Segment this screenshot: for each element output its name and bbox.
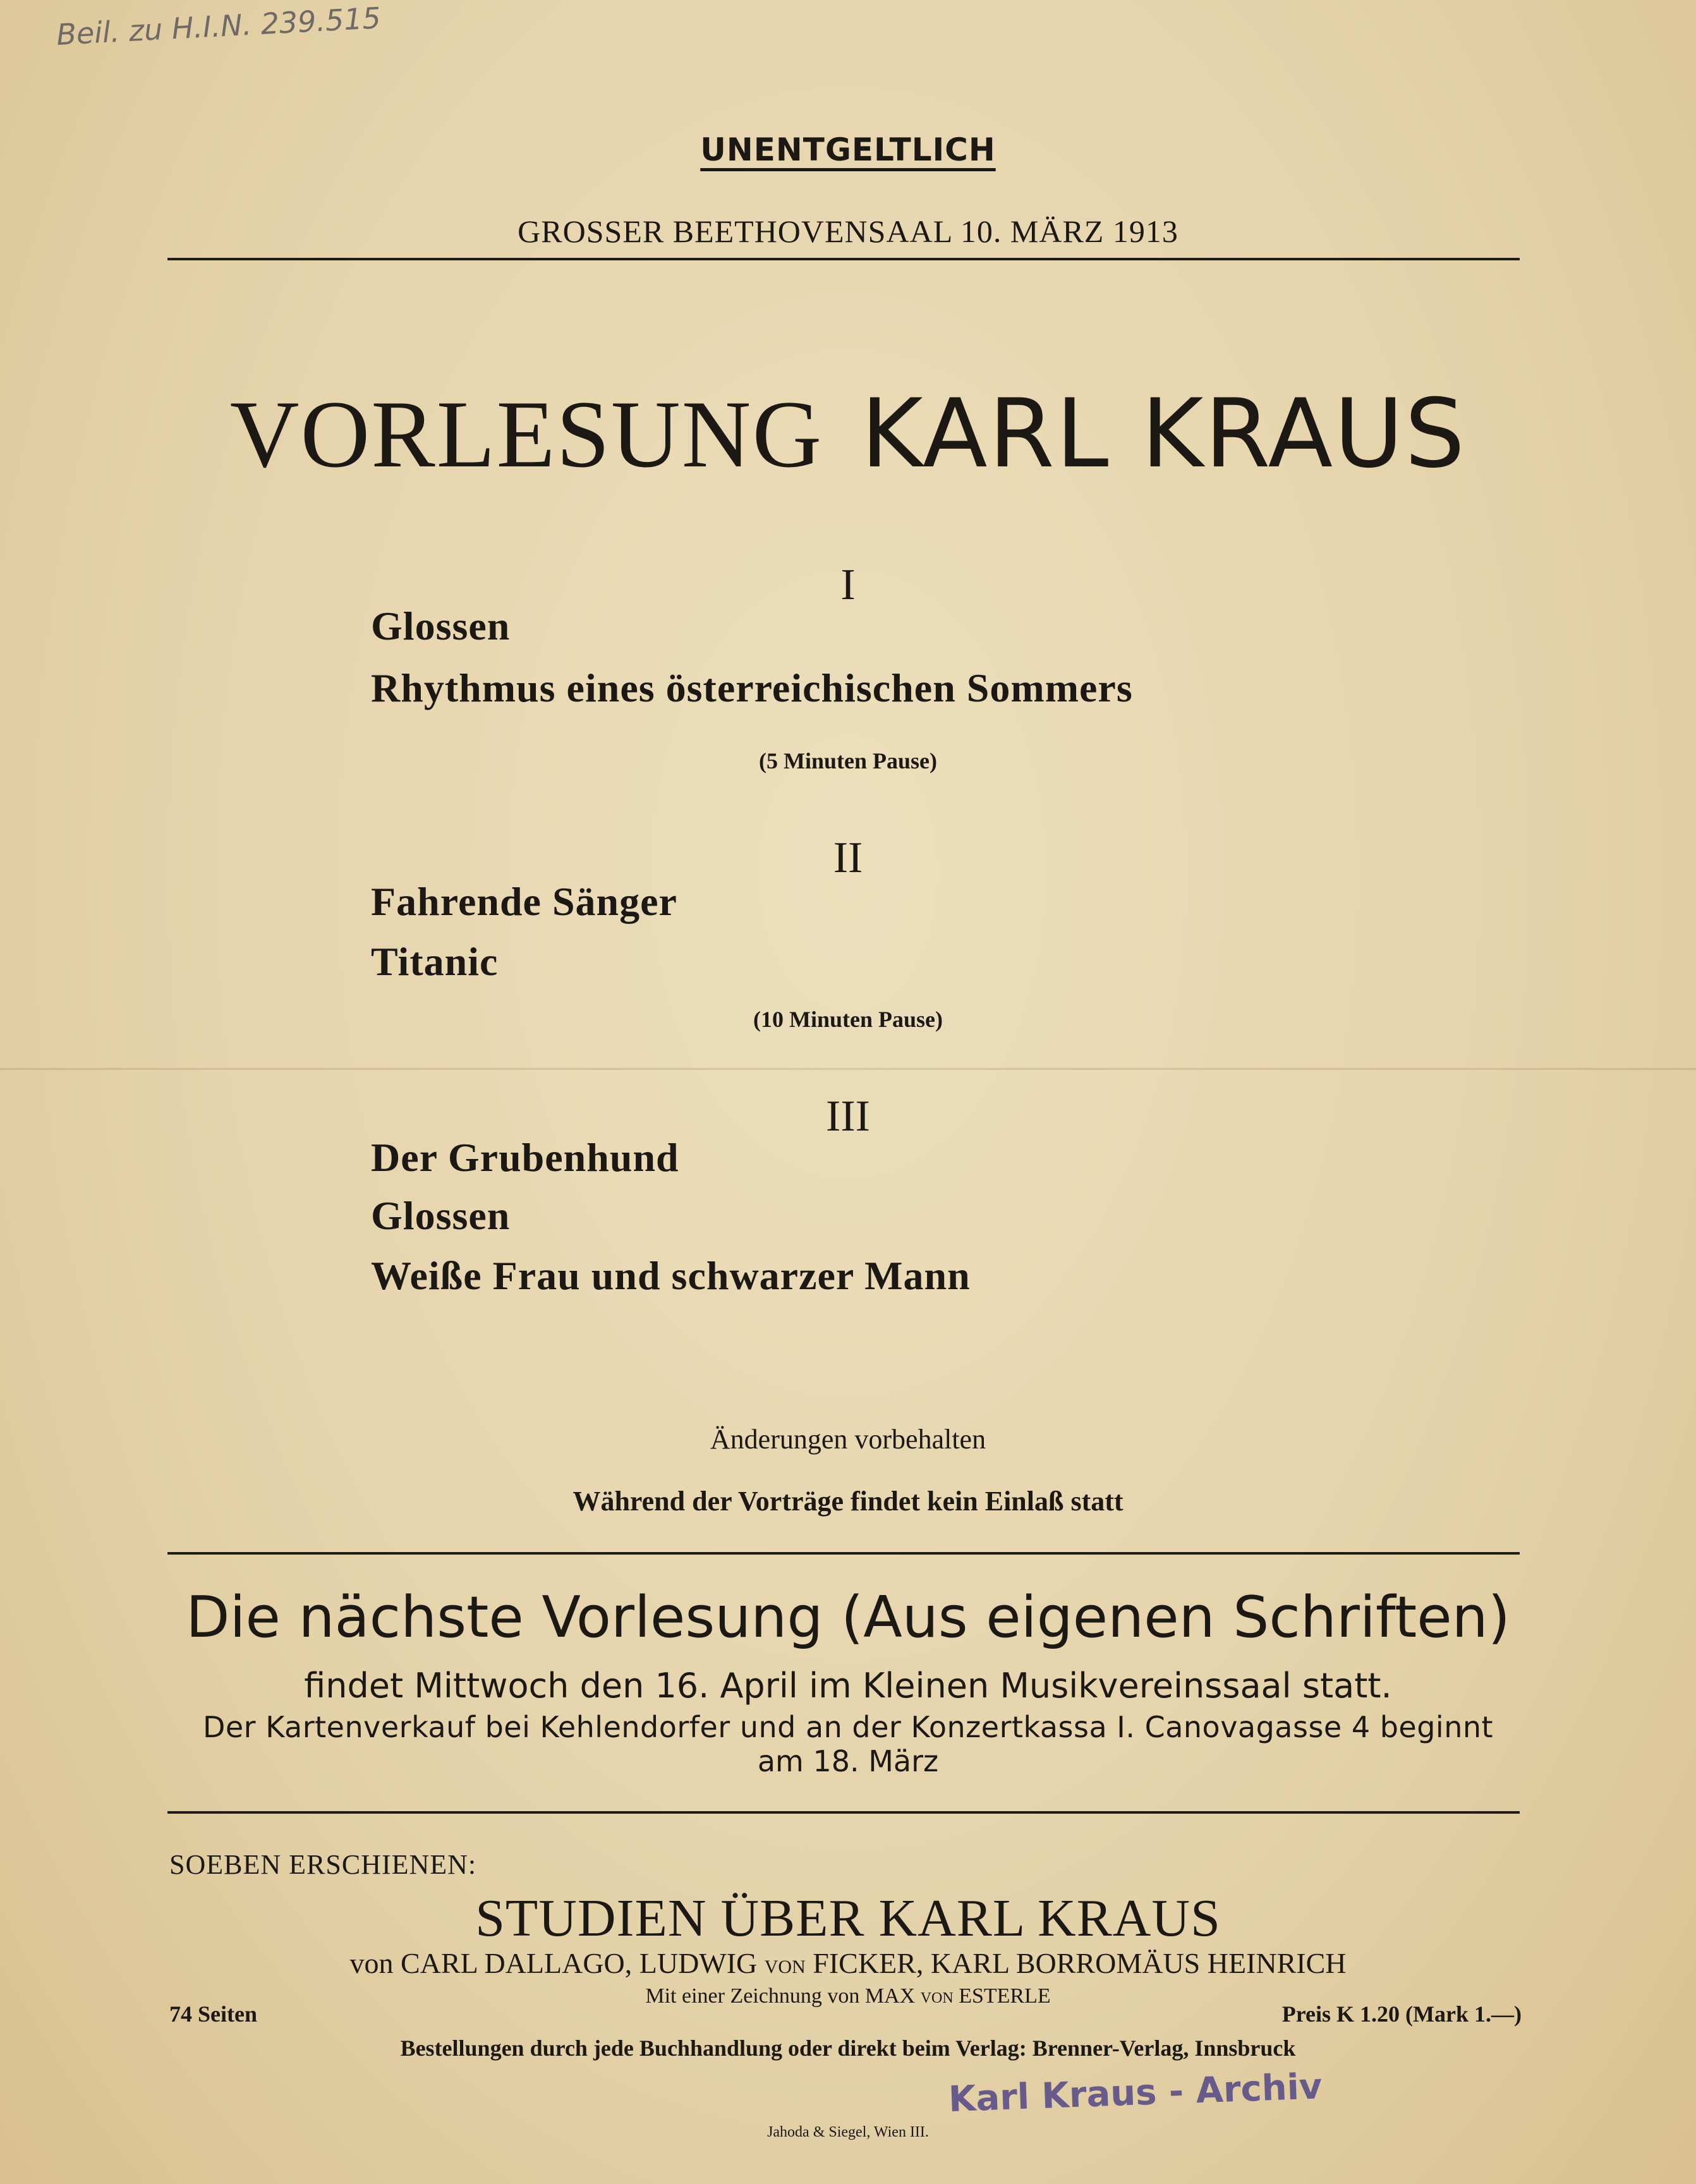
part-numeral-3: III [826, 1092, 870, 1141]
book-orders: Bestellungen durch jede Buchhandlung oder direkt beim Verlag: Brenner-Verlag, Innsbruck [400, 2035, 1296, 2061]
venue-date: GROSSER BEETHOVENSAAL 10. MÄRZ 1913 [518, 214, 1178, 249]
rule-bottom [167, 1811, 1520, 1814]
admission-note: Während der Vorträge findet kein Einlaß statt [572, 1486, 1124, 1517]
program-item: Der Grubenhund [371, 1135, 679, 1180]
program-item: Glossen [371, 604, 511, 648]
pause-note-1: (5 Minuten Pause) [759, 748, 937, 774]
main-title [0, 379, 1696, 489]
pencil-note: Beil. zu H.I.N. 239.515 [56, 1, 382, 52]
paper-fold [0, 1068, 1696, 1070]
next-reading-line2: Der Kartenverkauf bei Kehlendorfer und an der Konzertkassa I. Canovagasse 4 beginnt [202, 1710, 1494, 1744]
book-authors: von CARL DALLAGO, LUDWIG VON FICKER, KARL BORROMÄUS HEINRICH [349, 1947, 1347, 1979]
header-notice: UNENTGELTLICH [700, 131, 996, 168]
next-reading-line3: am 18. März [757, 1744, 939, 1778]
book-announcement: SOEBEN ERSCHIENEN: [169, 1849, 477, 1880]
program-item: Rhythmus eines österreichischen Sommers [371, 665, 1133, 710]
part-numeral-1: I [840, 561, 856, 609]
title-prefix: VORLESUNG [229, 381, 823, 487]
pause-note-2: (10 Minuten Pause) [753, 1007, 943, 1032]
title-name: KARL KRAUS [861, 379, 1467, 489]
part-numeral-2: II [833, 834, 863, 882]
program-item: Fahrende Sänger [371, 879, 677, 924]
book-title: STUDIEN ÜBER KARL KRAUS [475, 1889, 1221, 1948]
rule-middle [167, 1552, 1520, 1555]
next-reading-headline: Die nächste Vorlesung (Aus eigenen Schriften) [186, 1584, 1510, 1651]
archive-stamp: Karl Kraus - Archiv [948, 2066, 1323, 2120]
changes-note: Änderungen vorbehalten [710, 1424, 986, 1455]
rule-top [167, 258, 1520, 260]
book-price: Preis K 1.20 (Mark 1.—) [1281, 2001, 1522, 2027]
printer-note: Jahoda & Siegel, Wien III. [767, 2124, 929, 2140]
next-reading-line1: findet Mittwoch den 16. April im Kleinen Musikvereinssaal statt. [304, 1666, 1392, 1706]
book-illustration: Mit einer Zeichnung von MAX VON ESTERLE [645, 1984, 1051, 2008]
book-pages: 74 Seiten [169, 2001, 257, 2027]
program-item: Glossen [371, 1193, 511, 1238]
program-item: Weiße Frau und schwarzer Mann [371, 1253, 971, 1298]
program-item: Titanic [371, 939, 499, 984]
